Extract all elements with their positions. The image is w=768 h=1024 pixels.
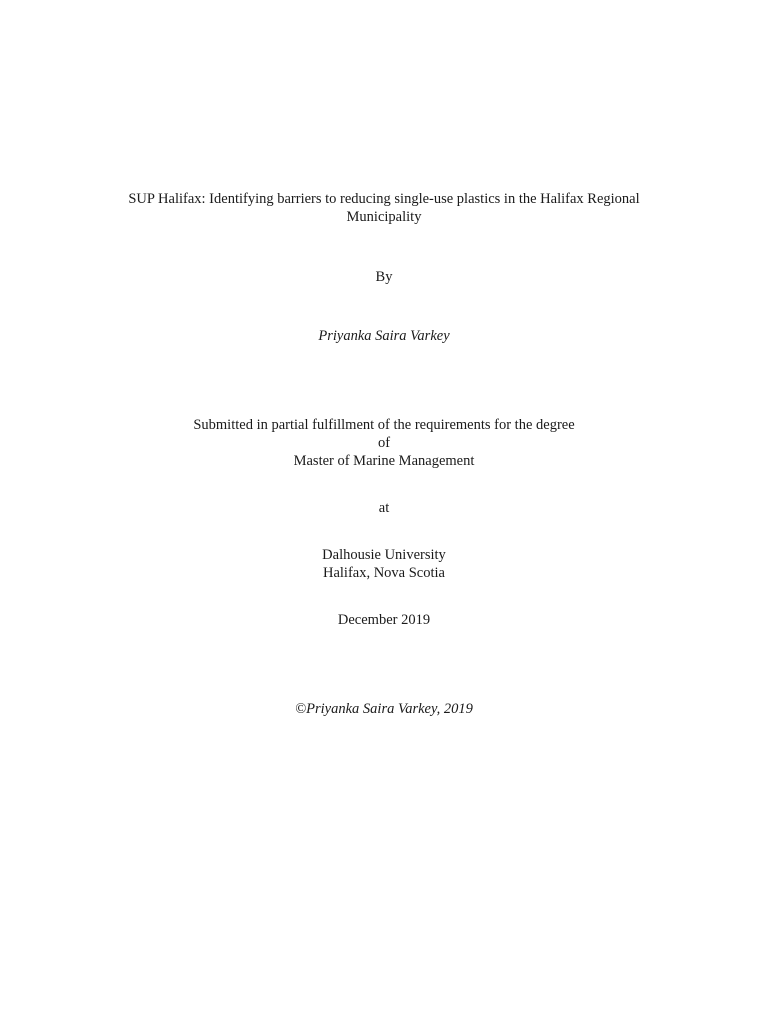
submission-date: December 2019 <box>337 612 431 628</box>
thesis-title-line-2: Municipality <box>346 209 422 225</box>
copyright-notice: ©Priyanka Saira Varkey, 2019 <box>295 701 473 717</box>
at-label: at <box>378 500 390 516</box>
author-name: Priyanka Saira Varkey <box>318 328 450 344</box>
thesis-title-line-1: SUP Halifax: Identifying barriers to reducing single-use plastics in the Halifax Regional <box>128 191 640 207</box>
submission-statement-line-2: of <box>377 435 391 451</box>
submission-statement-line-1: Submitted in partial fulfillment of the requirements for the degree <box>193 417 575 433</box>
university-name: Dalhousie University <box>322 547 446 563</box>
degree-name: Master of Marine Management <box>293 453 475 469</box>
by-label: By <box>375 269 393 285</box>
university-location: Halifax, Nova Scotia <box>322 565 445 581</box>
